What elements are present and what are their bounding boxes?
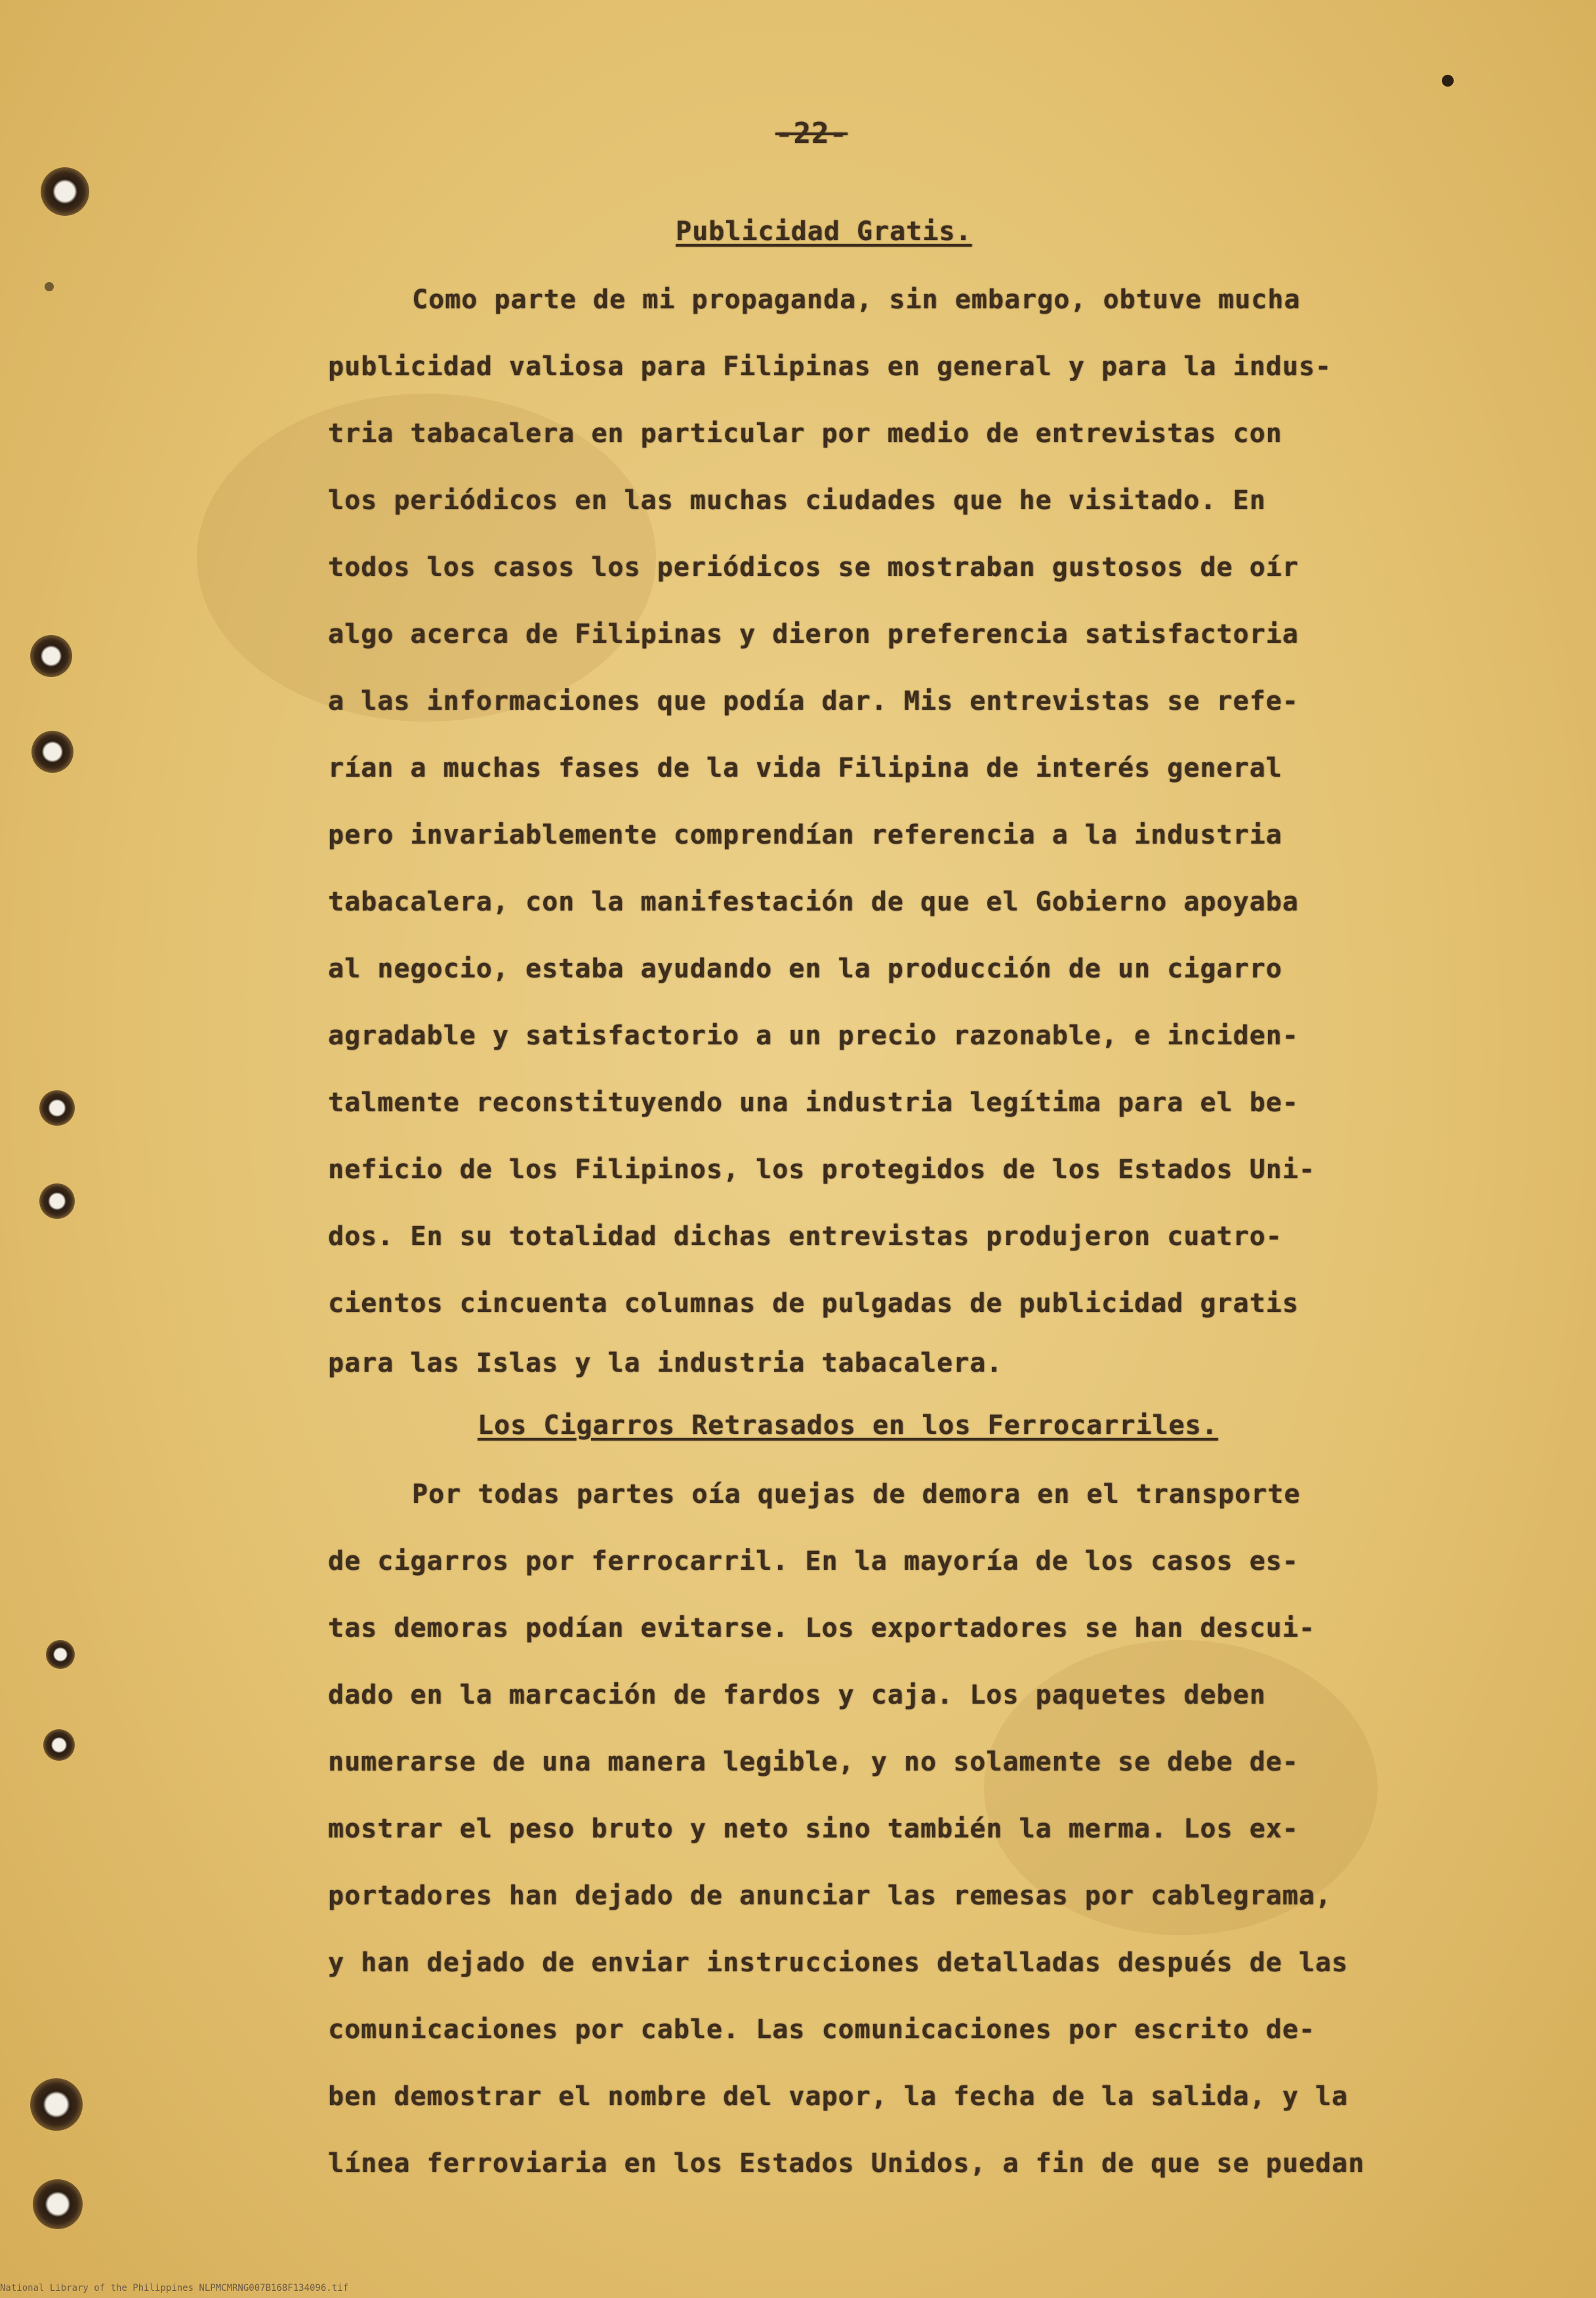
- punch-hole-icon: [39, 1183, 75, 1219]
- body-line: Por todas partes oía quejas de demora en el transporte: [412, 1479, 1301, 1509]
- archive-footer: National Library of the Philippines NLPMCMRNG007B168F134096.tif: [0, 2283, 349, 2293]
- body-line: de cigarros por ferrocarril. En la mayoría de los casos es-: [328, 1546, 1299, 1576]
- body-line: mostrar el peso bruto y neto sino también la merma. Los ex-: [328, 1814, 1299, 1844]
- body-line: Como parte de mi propaganda, sin embargo, obtuve mucha: [412, 285, 1301, 315]
- body-line: todos los casos los periódicos se mostraban gustosos de oír: [328, 552, 1299, 583]
- body-line: al negocio, estaba ayudando en la producción de un cigarro: [328, 954, 1282, 984]
- body-line: agradable y satisfactorio a un precio razonable, e inciden-: [328, 1021, 1299, 1051]
- body-line: numerarse de una manera legible, y no solamente se debe de-: [328, 1747, 1299, 1777]
- punch-hole-icon: [33, 2179, 83, 2229]
- body-line: tas demoras podían evitarse. Los exportadores se han descui-: [328, 1613, 1315, 1643]
- body-line: tria tabacalera en particular por medio de entrevistas con: [328, 419, 1282, 449]
- section-heading-publicidad: Publicidad Gratis.: [676, 216, 972, 247]
- body-line: los periódicos en las muchas ciudades que he visitado. En: [328, 485, 1266, 516]
- body-line: a las informaciones que podía dar. Mis entrevistas se refe-: [328, 686, 1299, 716]
- ink-spot: [45, 282, 54, 291]
- punch-hole-icon: [30, 2078, 83, 2131]
- page-number: -22-: [775, 117, 848, 150]
- body-line: para las Islas y la industria tabacalera.: [328, 1348, 1003, 1378]
- ink-spot: [1442, 75, 1454, 87]
- section-heading-cigarros: Los Cigarros Retrasados en los Ferrocarriles.: [478, 1410, 1218, 1441]
- punch-hole-icon: [43, 1729, 75, 1761]
- punch-hole-icon: [39, 1090, 75, 1126]
- punch-hole-icon: [30, 635, 72, 677]
- body-line: portadores han dejado de anunciar las remesas por cablegrama,: [328, 1881, 1332, 1911]
- body-line: comunicaciones por cable. Las comunicaciones por escrito de-: [328, 2015, 1315, 2045]
- body-line: rían a muchas fases de la vida Filipina de interés general: [328, 753, 1282, 783]
- body-line: y han dejado de enviar instrucciones detalladas después de las: [328, 1948, 1349, 1978]
- body-line: cientos cincuenta columnas de pulgadas de publicidad gratis: [328, 1288, 1299, 1319]
- punch-hole-icon: [41, 167, 89, 216]
- body-line: dado en la marcación de fardos y caja. Los paquetes deben: [328, 1680, 1266, 1710]
- punch-hole-icon: [31, 731, 73, 773]
- body-line: algo acerca de Filipinas y dieron preferencia satisfactoria: [328, 619, 1299, 649]
- body-line: línea ferroviaria en los Estados Unidos, a fin de que se puedan: [328, 2148, 1365, 2179]
- body-line: neficio de los Filipinos, los protegidos de los Estados Uni-: [328, 1155, 1315, 1185]
- body-line: tabacalera, con la manifestación de que el Gobierno apoyaba: [328, 887, 1299, 917]
- body-line: dos. En su totalidad dichas entrevistas produjeron cuatro-: [328, 1221, 1282, 1252]
- punch-hole-icon: [46, 1640, 75, 1669]
- body-line: pero invariablemente comprendían referencia a la industria: [328, 820, 1282, 850]
- body-line: ben demostrar el nombre del vapor, la fecha de la salida, y la: [328, 2082, 1349, 2112]
- body-line: publicidad valiosa para Filipinas en general y para la indus-: [328, 352, 1332, 382]
- body-line: talmente reconstituyendo una industria legítima para el be-: [328, 1088, 1299, 1118]
